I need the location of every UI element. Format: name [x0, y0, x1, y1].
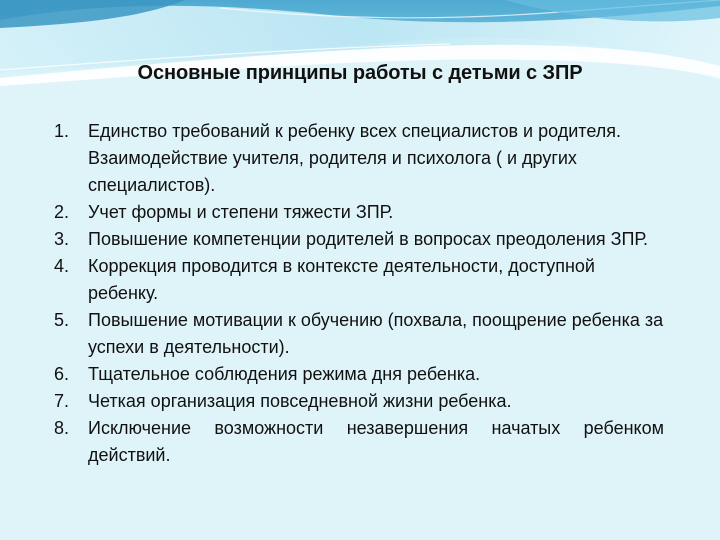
list-item-text: Единство требований к ребенку всех специалистов и родителя. Взаимодействие учителя, родителя и психолога ( и других специалистов).	[88, 121, 621, 195]
list-item-number: 6.	[54, 364, 70, 384]
list-item-number: 8.	[54, 418, 70, 438]
list-item	[54, 199, 664, 226]
slide-title: Основные принципы работы с детьми с ЗПР	[137, 62, 583, 84]
list-item	[54, 226, 664, 253]
list-item-text: Коррекция проводится в контексте деятельности, доступной ребенку.	[88, 256, 595, 303]
list-item-number: 3.	[54, 229, 70, 249]
list-item-number: 7.	[54, 391, 70, 411]
list-item	[54, 118, 664, 199]
principles-list	[54, 118, 664, 469]
list-item	[54, 361, 664, 388]
list-item-number: 4.	[54, 256, 70, 276]
list-item-text: Повышение мотивации к обучению (похвала, поощрение ребенка за успехи в деятельности).	[88, 310, 664, 357]
list-item-number: 5.	[54, 310, 70, 330]
list-item-text: Четкая организация повседневной жизни ребенка.	[88, 391, 512, 411]
list-item-number: 2.	[54, 202, 70, 222]
list-item	[54, 253, 664, 307]
list-item	[54, 388, 664, 415]
list-item	[54, 415, 664, 469]
list-item-text: Тщательное соблюдения режима дня ребенка.	[88, 364, 481, 384]
list-item-number: 1.	[54, 121, 70, 141]
list-item-text: Исключение возможности незавершения начатых ребенком действий.	[88, 418, 664, 465]
list-item	[54, 307, 664, 361]
list-item-text: Учет формы и степени тяжести ЗПР.	[88, 202, 394, 222]
list-item-text: Повышение компетенции родителей в вопросах преодоления ЗПР.	[88, 229, 649, 249]
